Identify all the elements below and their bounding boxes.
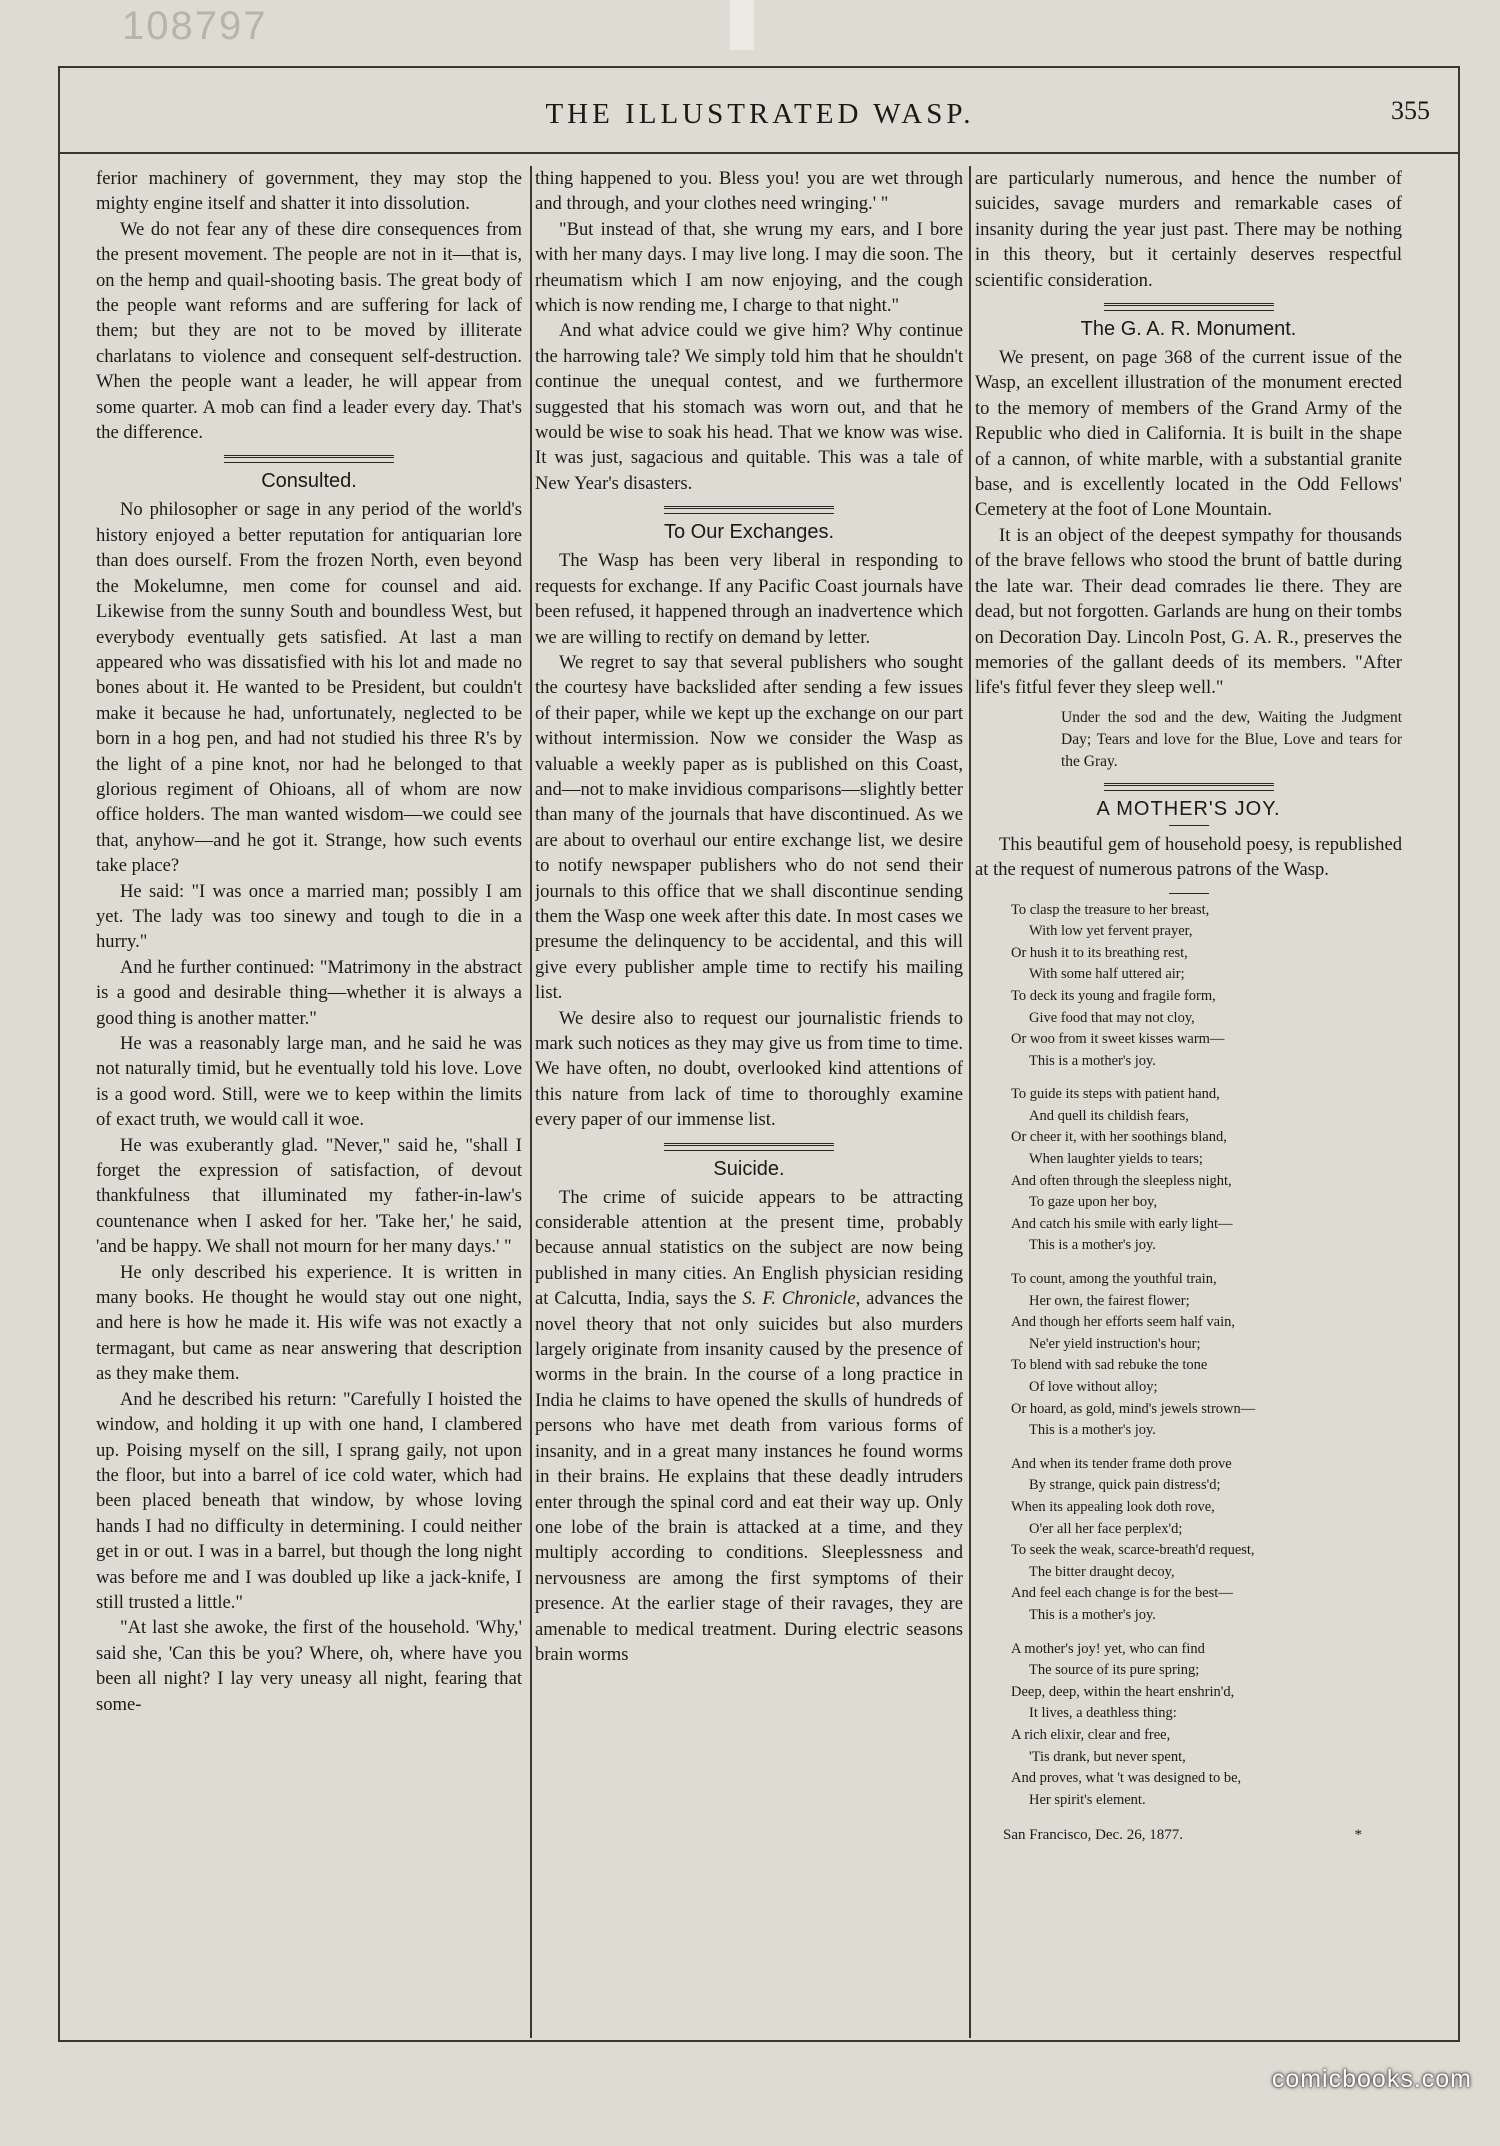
section-separator (1104, 783, 1274, 791)
heading-consulted: Consulted. (261, 470, 357, 493)
page-number: 355 (1391, 96, 1430, 125)
heading-mothers-joy: A MOTHER'S JOY. (1096, 797, 1281, 820)
poem-line: Or hush it to its breathing rest, (1011, 944, 1188, 961)
publication-name: S. F. Chronicle (742, 1288, 856, 1310)
poem-line: With low yet fervent prayer, (1029, 923, 1193, 940)
signature-line (975, 1823, 1402, 1848)
poem-line: To count, among the youthful train, (1011, 1271, 1217, 1288)
paragraph: We regret to say that several publishers who sought the courtesy have backslided after sending a few issues of their paper, while we kept up the exchange on our part without intermission. Now we consider the Wasp as valuable a weekly paper as is published on this Coast, and—not to make invidious comparisons—slightly better than many of the journals that have discontinued. As we are about to overhaul our entire exchange list, we desire to notify newspaper publishers who do not send their journals to this office that we shall discontinue sending them the Wasp one week after this date. In most cases we presume the delinquency to be accidental, and this will give every publisher ample time to rectify his mailing list. (535, 651, 963, 1004)
poem-line: A mother's joy! yet, who can find (1011, 1640, 1205, 1657)
poem-line: To clasp the treasure to her breast, (1011, 901, 1210, 918)
text-run: The crime of suicide appears to be attracting considerable attention at the present time, probably because annual statistics on the subject are now being published in many cities. An English physician residing at Calcutta, India, says the (535, 1186, 963, 1310)
column-3 (975, 166, 1402, 2036)
poem-line: Her own, the fairest flower; (1029, 1292, 1190, 1309)
paragraph: This beautiful gem of household poesy, is republished at the request of numerous patrons of the Wasp. (975, 833, 1402, 881)
paragraph: He said: "I was once a married man; possibly I am yet. The lady was too sinewy and tough to die in a hurry." (96, 880, 522, 953)
paragraph: The Wasp has been very liberal in responding to requests for exchange. If any Pacific Coast journals have been refused, it happened through an inadvertence which we are willing to rectify on demand by letter. (535, 550, 963, 648)
verse-line: Waiting the Judgment Day; (1061, 708, 1402, 748)
poem (975, 900, 1402, 1812)
section-separator (664, 506, 834, 514)
poem-stanza (1011, 1269, 1402, 1442)
paragraph: We do not fear any of these dire consequences from the present movement. The people are not in it—that is, on the hemp and quail-shooting basis. The great body of the people want reforms and are suffering for lack of them; but they are not to be moved by illiterate charlatans to violence and consequent self-destruction. When the people want a leader, he will appear from some quarter. A mob can find a leader every day. That's the difference. (96, 218, 522, 444)
heading-suicide: Suicide. (713, 1157, 785, 1180)
poem-line: The source of its pure spring; (1029, 1662, 1200, 1679)
catalog-stamp: 108797 (122, 4, 268, 48)
poem-line: Or hoard, as gold, mind's jewels strown— (1011, 1400, 1256, 1417)
poem-line: And often through the sleepless night, (1011, 1172, 1232, 1189)
poem-line: And when its tender frame doth prove (1011, 1455, 1232, 1472)
poem-line: And catch his smile with early light— (1011, 1215, 1233, 1232)
heading-gar-monument: The G. A. R. Monument. (1080, 318, 1297, 341)
poem-line: To seek the weak, scarce-breath'd request, (1011, 1542, 1255, 1559)
poem-line: This is a mother's joy. (1029, 1052, 1156, 1069)
paragraph: He only described his experience. It is written in many books. He thought he would stay out one night, and here is how he made it. His wife was not exactly a termagant, but came as near answering that description as they make them. (96, 1261, 522, 1385)
poem-line: Of love without alloy; (1029, 1379, 1158, 1395)
column-1 (96, 166, 522, 2036)
poem-line: O'er all her face perplex'd; (1029, 1520, 1183, 1537)
column-divider-2 (969, 166, 971, 2038)
paragraph: ferior machinery of government, they may stop the mighty engine itself and shatter it into dissolution. (96, 168, 522, 215)
paragraph: thing happened to you. Bless you! you are wet through and through, and your clothes need wringing.' " (535, 168, 963, 215)
column-divider-1 (530, 166, 532, 2038)
poem-line: This is a mother's joy. (1029, 1606, 1156, 1623)
poem-line: This is a mother's joy. (1029, 1237, 1156, 1254)
section-separator (1104, 303, 1274, 311)
verse-line: Under the sod and the dew, (1061, 708, 1251, 726)
column-2 (535, 166, 963, 2036)
gar-verse (975, 707, 1402, 773)
tape-mark (730, 0, 754, 50)
poem-stanza (1011, 1454, 1402, 1627)
section-separator (664, 1143, 834, 1151)
signature: San Francisco, Dec. 26, 1877. (1003, 1827, 1183, 1844)
paragraph: He was a reasonably large man, and he said he was not naturally timid, but he eventually told his love. Love is a good word. Still, were we to keep within the limits of exact truth, we would call it woe. (96, 1033, 522, 1131)
paragraph: No philosopher or sage in any period of the world's history enjoyed a better reputation for antiquarian lore than does ourself. From the frozen North, even beyond the Mokelumne, men come for counsel and aid. Likewise from the sunny South and boundless West, but everybody eventually gets satisfied. At last a man appeared who was dissatisfied with his lot and made no bones about it. He wanted to be President, but couldn't make it because he had, unfortunately, neglected to be born in a hog pen, and had not studied his three R's by the light of a pine knot, nor had he belonged to that glorious regiment of Ohioans, all of whom are now office holders. The man wanted wisdom—we could see that, anyhow—and he got it. Strange, how such events take place? (96, 499, 522, 877)
paragraph: We desire also to request our journalistic friends to mark such notices as they may give us from time to time. We have often, no doubt, overlooked kind attentions of this nature from lack of time to thoroughly examine every paper of our immense list. (535, 1007, 963, 1131)
paragraph: He was exuberantly glad. "Never," said he, "shall I forget the expression of satisfaction, of devout thankfulness that illuminated my father-in-law's countenance when I asked for her. 'Take her,' he said, 'and be happy. We shall not mourn for her many days.' " (96, 1134, 522, 1258)
poem-line: And feel each change is for the best— (1011, 1585, 1233, 1602)
asterisk: * (1354, 1827, 1362, 1844)
paragraph (535, 1185, 963, 1668)
poem-line: When its appealing look doth rove, (1011, 1498, 1215, 1515)
poem-line: To deck its young and fragile form, (1011, 987, 1216, 1004)
paragraph: "But instead of that, she wrung my ears, and I bore with her many days. I may live long. I may die soon. The rheumatism which I am now enjoying, and the cough which is now rending me, I charge to that night." (535, 218, 963, 317)
poem-line: To blend with sad rebuke the tone (1011, 1357, 1208, 1374)
poem-line: Give food that may not cloy, (1029, 1009, 1195, 1026)
paragraph: And he further continued: "Matrimony in the abstract is a good and desirable thing—whether it is always a good thing is another matter." (96, 956, 522, 1029)
poem-line: Deep, deep, within the heart enshrin'd, (1011, 1683, 1235, 1700)
poem-line: It lives, a deathless thing: (1029, 1705, 1177, 1722)
poem-line: Ne'er yield instruction's hour; (1029, 1335, 1201, 1352)
poem-stanza (1011, 1084, 1402, 1257)
small-rule (1169, 893, 1209, 894)
poem-line: This is a mother's joy. (1029, 1422, 1156, 1439)
paragraph: We present, on page 368 of the current issue of the Wasp, an excellent illustration of the monument erected to the memory of members of the Grand Army of the Republic who died in California. It is built in the shape of a cannon, of white marble, with a substantial granite base, and is excellently located in the Odd Fellows' Cemetery at the foot of Lone Mountain. (975, 347, 1402, 521)
poem-stanza (1011, 1639, 1402, 1812)
poem-line: With some half uttered air; (1029, 966, 1185, 983)
poem-line: Her spirit's element. (1029, 1791, 1146, 1808)
poem-line: When laughter yields to tears; (1029, 1151, 1203, 1168)
small-rule (1169, 825, 1209, 826)
paragraph: And what advice could we give him? Why continue the harrowing tale? We simply told him that he shouldn't continue the unequal contest, and we furthermore suggested that his stomach was worn out, and that he would be wise to soak his head. That we know was wise. It was just, sagacious and quitable. This was a tale of New Year's disasters. (535, 320, 963, 494)
heading-exchanges: To Our Exchanges. (663, 521, 835, 544)
poem-line: And though her efforts seem half vain, (1011, 1314, 1236, 1331)
section-separator (224, 455, 394, 463)
poem-line: And quell its childish fears, (1029, 1107, 1189, 1124)
verse-line: Love and tears for the Gray. (1061, 730, 1402, 770)
paragraph: "At last she awoke, the first of the household. 'Why,' said she, 'Can this be you? Where, oh, where have you been all night? I lay very uneasy all night, fearing that some- (96, 1617, 522, 1715)
poem-line: To guide its steps with patient hand, (1011, 1086, 1220, 1103)
poem-line: By strange, quick pain distress'd; (1029, 1477, 1221, 1494)
paragraph: are particularly numerous, and hence the number of suicides, savage murders and remarkable cases of insanity during the year just past. There may be nothing in this theory, but it certainly deserves respectful scientific consideration. (975, 168, 1402, 291)
text-run: , advances the novel theory that not only suicides but also murders largely originate from insanity caused by the presence of worms in the brain. In the course of a long practice in India he claims to have opened the skulls of hundreds of persons who have met death from various forms of insanity, and in a great many instances he found worms in their brains. He explains that these deadly intruders enter through the spinal cord and eat their way up. Only one lobe of the brain is attacked at a time, and they multiply according to conditions. Sleeplessness and nervousness are among the first symptoms of their presence. At the earlier stage of their ravages, they are amenable to medical treatment. During electric seasons brain worms (535, 1288, 963, 1665)
watermark: comicbooks.com (1271, 2065, 1472, 2093)
paragraph: It is an object of the deepest sympathy for thousands of the brave fellows who stood the brunt of battle during the late war. Their dead comrades lie there. They are dead, but not forgotten. Garlands are hung on their tombs on Decoration Day. Lincoln Post, G. A. R., preserves the memories of the gallant deeds of its members. "After life's fitful fever they sleep well." (975, 524, 1402, 699)
poem-line: Or cheer it, with her soothings bland, (1011, 1129, 1227, 1146)
poem-line: The bitter draught decoy, (1029, 1563, 1175, 1580)
poem-line: To gaze upon her boy, (1029, 1194, 1158, 1211)
poem-line: 'Tis drank, but never spent, (1029, 1748, 1186, 1765)
masthead-title: THE ILLUSTRATED WASP. (545, 98, 975, 130)
verse-line: Tears and love for the Blue, (1096, 730, 1278, 748)
page-header (80, 92, 1440, 142)
poem-line: And proves, what 't was designed to be, (1011, 1770, 1242, 1787)
paragraph: And he described his return: "Carefully I hoisted the window, and holding it up with one hand, I clambered up. Poising myself on the sill, I sprang gaily, not upon the floor, but into a barrel of ice cold water, which had been placed beneath that window, by whose loving hands I had no difficulty in determining. I could neither get in or out. I was in a barrel, but though the long night was before me and I was doubled up like a jack-knife, I still trusted a little." (96, 1388, 522, 1613)
header-rule (60, 152, 1458, 154)
poem-line: A rich elixir, clear and free, (1011, 1726, 1171, 1743)
poem-stanza (1011, 900, 1402, 1073)
poem-line: Or woo from it sweet kisses warm— (1011, 1031, 1225, 1048)
